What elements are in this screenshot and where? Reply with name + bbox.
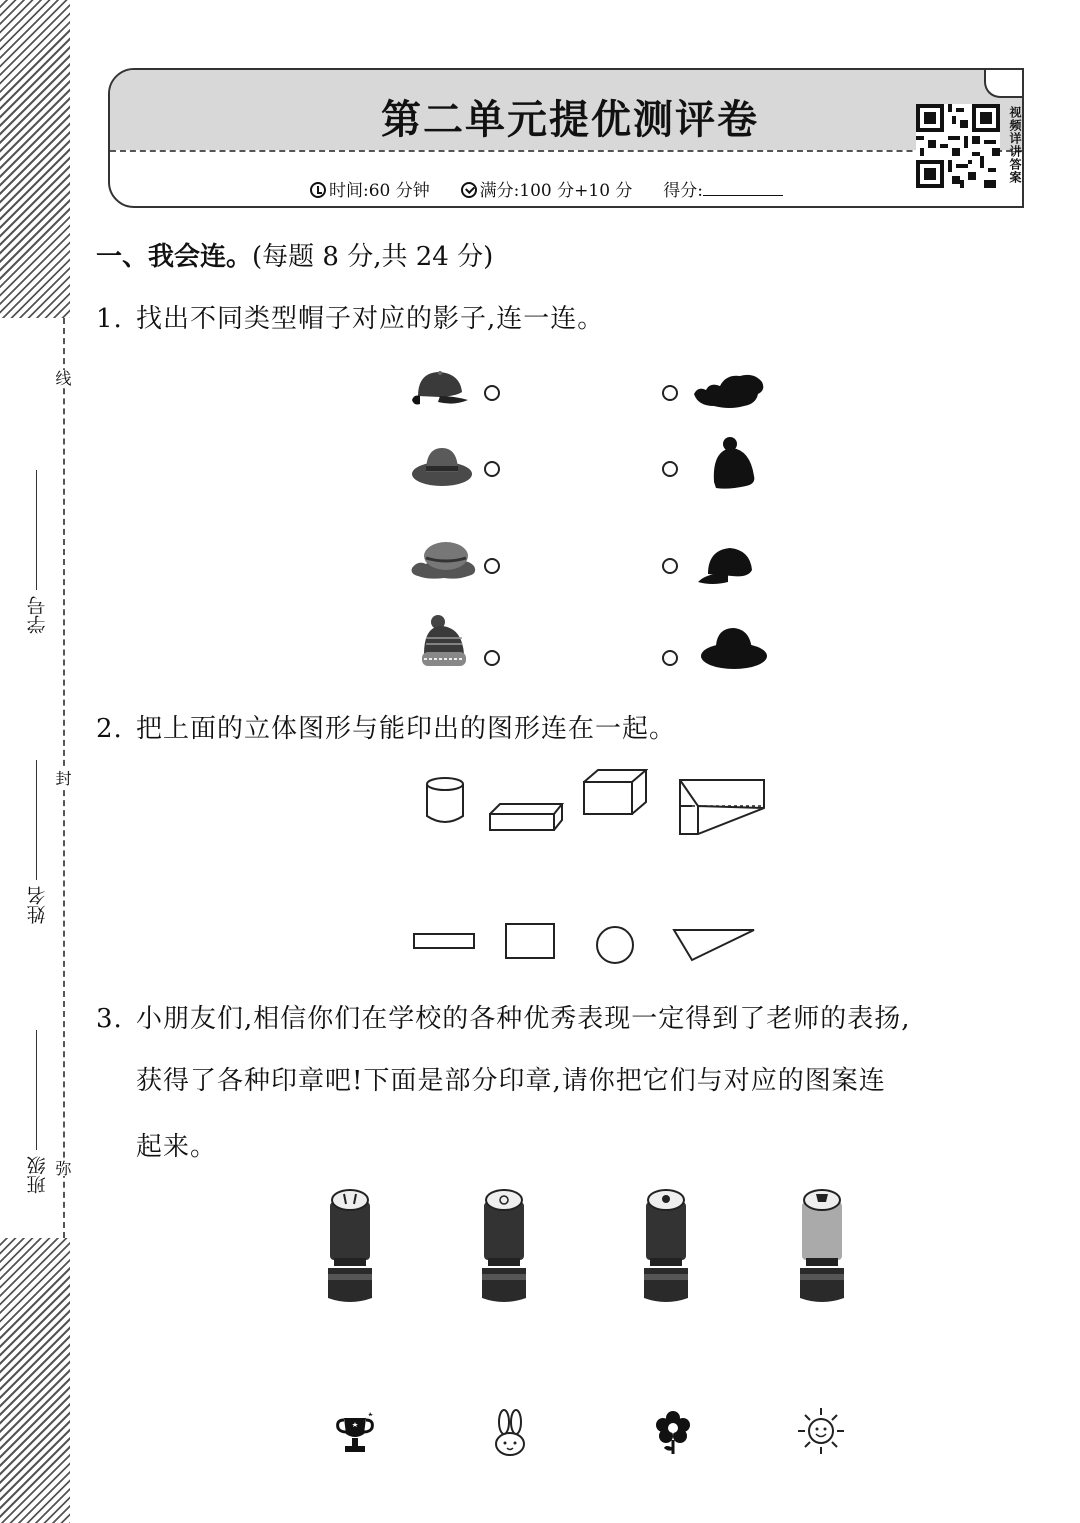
binding-hatch-bottom bbox=[0, 1238, 70, 1523]
binding-char-feng: 封 bbox=[53, 770, 72, 786]
cap-shadow-image bbox=[698, 542, 758, 588]
question-1-number: 1. bbox=[96, 304, 123, 334]
question-1-text: 找出不同类型帽子对应的影子,连一连。 bbox=[136, 304, 605, 334]
triangle-print bbox=[672, 926, 756, 962]
knit-beanie-image bbox=[418, 614, 470, 670]
flat-cuboid-shape bbox=[488, 800, 564, 834]
time-limit: 时间:60 分钟 bbox=[329, 181, 430, 201]
q1-left-dot-2[interactable] bbox=[484, 461, 500, 477]
bonnet-shadow-image bbox=[690, 364, 768, 412]
sun-stamp-image bbox=[478, 1186, 530, 1306]
student-name-label: 姓名 bbox=[26, 886, 49, 924]
binding-char-mi: 弥 bbox=[53, 1160, 72, 1176]
bunny-icon bbox=[490, 1408, 530, 1458]
rectangle-print bbox=[412, 932, 476, 950]
q1-left-dot-1[interactable] bbox=[484, 385, 500, 401]
q1-right-dot-1[interactable] bbox=[662, 385, 678, 401]
exam-meta bbox=[310, 176, 783, 201]
baseball-cap-image bbox=[410, 366, 470, 412]
cylinder-shape bbox=[424, 776, 466, 824]
sun-icon bbox=[796, 1406, 846, 1456]
question-3-number: 3. bbox=[96, 1004, 123, 1034]
full-score: 满分:100 分+10 分 bbox=[479, 181, 633, 201]
circle-print bbox=[594, 924, 636, 966]
square-print bbox=[504, 922, 556, 960]
student-name-field[interactable] bbox=[24, 760, 50, 924]
beanie-shadow-image bbox=[706, 436, 760, 494]
question-3-line-1: 小朋友们,相信你们在学校的各种优秀表现一定得到了老师的表扬, bbox=[136, 1004, 911, 1034]
exam-header bbox=[108, 68, 1024, 208]
binding-char-xian: 线 bbox=[53, 370, 72, 386]
score-label: 得分: bbox=[663, 181, 703, 201]
question-3-line-3: 起来。 bbox=[136, 1132, 218, 1162]
flower-icon bbox=[652, 1410, 694, 1456]
question-3-line-2: 获得了各种印章吧!下面是部分印章,请你把它们与对应的图案连 bbox=[136, 1066, 886, 1096]
qr-code-icon[interactable] bbox=[916, 104, 1000, 188]
student-number-field[interactable] bbox=[24, 470, 50, 634]
binding-hatch-top bbox=[0, 0, 70, 318]
class-field[interactable] bbox=[24, 1030, 50, 1194]
q1-right-dot-3[interactable] bbox=[662, 558, 678, 574]
q1-left-dot-3[interactable] bbox=[484, 558, 500, 574]
cube-shape bbox=[582, 768, 648, 818]
question-1 bbox=[96, 298, 604, 335]
bunny-stamp-image bbox=[324, 1186, 376, 1306]
question-2-text: 把上面的立体图形与能印出的图形连在一起。 bbox=[136, 714, 677, 744]
q1-left-dot-4[interactable] bbox=[484, 650, 500, 666]
section-heading bbox=[96, 236, 493, 273]
question-2-number: 2. bbox=[96, 714, 123, 744]
flower-stamp-image bbox=[640, 1186, 692, 1306]
fedora-shadow-image bbox=[698, 622, 768, 672]
q1-right-dot-4[interactable] bbox=[662, 650, 678, 666]
section-heading-note: (每题 8 分,共 24 分) bbox=[252, 242, 494, 272]
check-icon bbox=[461, 182, 477, 198]
qr-label: 视频详讲答案 bbox=[1008, 106, 1022, 184]
question-2 bbox=[96, 708, 676, 745]
question-3 bbox=[96, 998, 911, 1035]
score-blank[interactable] bbox=[703, 195, 783, 196]
triangular-prism-shape bbox=[678, 776, 768, 838]
fedora-hat-image bbox=[410, 440, 474, 490]
frilly-bonnet-image bbox=[408, 534, 480, 582]
header-divider bbox=[110, 150, 1022, 152]
trophy-icon bbox=[332, 1410, 378, 1456]
student-number-label: 学号 bbox=[26, 596, 49, 634]
q1-right-dot-2[interactable] bbox=[662, 461, 678, 477]
trophy-stamp-image bbox=[796, 1186, 848, 1306]
page-title: 第二单元提优测评卷 bbox=[381, 96, 759, 143]
clock-icon bbox=[310, 182, 326, 198]
section-heading-bold: 一、我会连。 bbox=[96, 242, 253, 272]
class-label: 班级 bbox=[26, 1156, 49, 1194]
